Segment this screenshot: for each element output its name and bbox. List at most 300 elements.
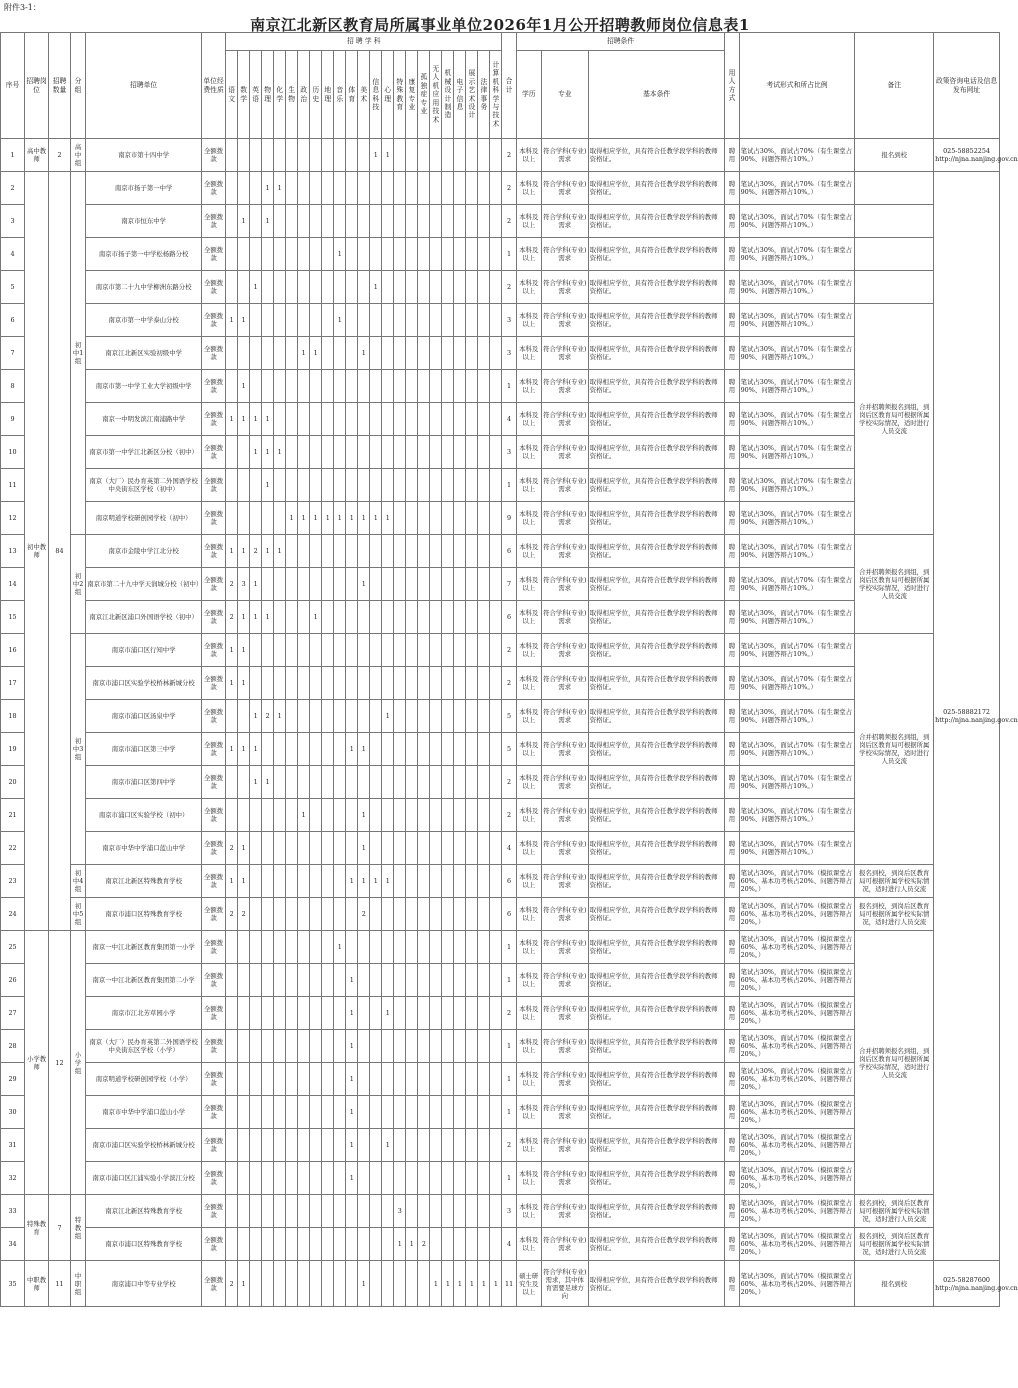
subject-count <box>274 469 286 502</box>
subject-count <box>382 568 394 601</box>
subject-count <box>298 535 310 568</box>
subject-count <box>454 700 466 733</box>
subject-count <box>238 238 250 271</box>
subject-count <box>370 964 382 997</box>
subject-count: 1 <box>262 469 274 502</box>
row-seq: 14 <box>1 568 25 601</box>
subject-count <box>430 568 442 601</box>
subject-count <box>346 403 358 436</box>
subject-count <box>478 1096 490 1129</box>
exam-format: 笔试占30%，面试占70%（模拟课堂占60%、基本功考核占20%、问题答辩占20%。） <box>739 1096 855 1129</box>
subject-count <box>274 1030 286 1063</box>
row-seq: 3 <box>1 205 25 238</box>
subject-count <box>334 964 346 997</box>
subject-count <box>346 304 358 337</box>
post-label: 高中教师 <box>25 139 49 172</box>
subject-count <box>490 865 502 898</box>
subject-count <box>334 733 346 766</box>
subject-count <box>322 799 334 832</box>
subject-count <box>346 139 358 172</box>
subject-count: 3 <box>394 1195 406 1228</box>
subject-count: 1 <box>262 535 274 568</box>
row-seq: 17 <box>1 667 25 700</box>
subject-count <box>418 568 430 601</box>
subject-count <box>322 832 334 865</box>
subject-count <box>442 205 454 238</box>
subject-count <box>286 667 298 700</box>
subject-count: 1 <box>382 997 394 1030</box>
subject-count <box>238 271 250 304</box>
unit-name: 南京市第二十九中学天润城分校（初中） <box>86 568 202 601</box>
subject-count <box>346 271 358 304</box>
subject-count <box>418 1261 430 1307</box>
subject-count <box>466 634 478 667</box>
exam-format: 笔试占30%，面试占70%（模拟课堂占60%、基本功考核占20%、问题答辩占20%。） <box>739 964 855 997</box>
subject-count <box>466 601 478 634</box>
row-total: 2 <box>502 799 516 832</box>
header-subject: 无人机应用技术 <box>430 51 442 139</box>
subject-count <box>274 238 286 271</box>
subject-count <box>406 304 418 337</box>
subject-count <box>466 931 478 964</box>
subject-count <box>454 304 466 337</box>
row-seq: 22 <box>1 832 25 865</box>
degree: 本科及以上 <box>516 766 541 799</box>
degree: 本科及以上 <box>516 535 541 568</box>
row-total: 2 <box>502 667 516 700</box>
subject-count <box>262 1030 274 1063</box>
subject-count <box>286 1129 298 1162</box>
major: 符合学科(专业)需求 <box>541 568 588 601</box>
subject-count <box>430 865 442 898</box>
table-row <box>1 1195 1000 1228</box>
unit-name: 南京市第一中学工业大学初级中学 <box>86 370 202 403</box>
subject-count <box>250 1096 262 1129</box>
unit-name: 南京市扬子第一中学松杨路分校 <box>86 238 202 271</box>
recruitment-table <box>0 32 1018 1307</box>
contact-info: 025-58882172 http://njna.nanjing.gov.cn <box>934 172 1000 1261</box>
subject-count <box>418 898 430 931</box>
subject-count <box>454 964 466 997</box>
subject-count <box>466 436 478 469</box>
header-subject: 英语 <box>250 51 262 139</box>
subject-count <box>406 1129 418 1162</box>
subject-count <box>406 1162 418 1195</box>
subject-count <box>442 799 454 832</box>
remark: 报名到校，到岗后区教育局可根据所属学校实际情况，适时进行人员交流 <box>855 865 934 898</box>
subject-count <box>298 766 310 799</box>
row-total: 9 <box>502 502 516 535</box>
degree: 硕士研究生及以上 <box>516 1261 541 1307</box>
major: 符合学科(专业)需求 <box>541 238 588 271</box>
unit-name: 南京市浦口区行知中学 <box>86 634 202 667</box>
subject-count <box>322 733 334 766</box>
subject-count <box>226 799 238 832</box>
subject-count: 1 <box>382 865 394 898</box>
major: 符合学科(专业)需求 <box>541 1162 588 1195</box>
exam-format: 笔试占30%，面试占70%（有生课堂占90%、问题答辩占10%。） <box>739 766 855 799</box>
degree: 本科及以上 <box>516 634 541 667</box>
subject-count <box>490 271 502 304</box>
funding-type: 全额拨款 <box>202 865 226 898</box>
subject-count <box>478 1063 490 1096</box>
subject-count <box>274 370 286 403</box>
table-row <box>1 766 1000 799</box>
row-seq: 4 <box>1 238 25 271</box>
basic-condition: 取得相应学位，具有符合任教学段学科的教师资格证。 <box>588 1129 725 1162</box>
subject-count <box>310 568 322 601</box>
subject-count: 1 <box>250 403 262 436</box>
unit-name: 南京市中华中学浦口蓝山中学 <box>86 832 202 865</box>
row-seq: 7 <box>1 337 25 370</box>
subject-count <box>382 1162 394 1195</box>
basic-condition: 取得相应学位，具有符合任教学段学科的教师资格证。 <box>588 799 725 832</box>
header-count: 招聘数量 <box>49 33 71 139</box>
subject-count <box>466 469 478 502</box>
table-row <box>1 601 1000 634</box>
subject-count <box>298 568 310 601</box>
remark: 报名到校，到岗后区教育局可根据所属学校实际情况，适时进行人员交流 <box>855 1195 934 1228</box>
header-subject: 信息科技 <box>370 51 382 139</box>
subject-count <box>478 700 490 733</box>
subject-count <box>490 172 502 205</box>
subject-count <box>358 1129 370 1162</box>
header-funding: 单位经费性质 <box>202 33 226 139</box>
post-count: 2 <box>49 139 71 172</box>
subject-count <box>454 502 466 535</box>
subject-count <box>346 1228 358 1261</box>
subject-count <box>226 1129 238 1162</box>
subject-count <box>442 931 454 964</box>
subject-count <box>310 1261 322 1307</box>
row-seq: 25 <box>1 931 25 964</box>
row-seq: 18 <box>1 700 25 733</box>
header-basic: 基本条件 <box>588 51 725 139</box>
subject-count <box>334 1162 346 1195</box>
subject-count <box>418 667 430 700</box>
row-total: 3 <box>502 304 516 337</box>
subject-count <box>334 469 346 502</box>
subject-count <box>298 403 310 436</box>
subject-count: 2 <box>250 535 262 568</box>
subject-count <box>466 271 478 304</box>
subject-count <box>394 700 406 733</box>
row-seq: 16 <box>1 634 25 667</box>
degree: 本科及以上 <box>516 205 541 238</box>
employ-type: 聘用 <box>725 568 739 601</box>
funding-type: 全额拨款 <box>202 172 226 205</box>
subject-count <box>442 502 454 535</box>
subject-count <box>286 304 298 337</box>
subject-count <box>298 997 310 1030</box>
subject-count <box>382 601 394 634</box>
subject-count <box>394 535 406 568</box>
subject-count <box>250 634 262 667</box>
header-subject: 语文 <box>226 51 238 139</box>
contact-info: 025-58287600 http://njna.nanjing.gov.cn <box>934 1261 1000 1307</box>
subject-count <box>334 436 346 469</box>
subject-count <box>286 997 298 1030</box>
employ-type: 聘用 <box>725 1096 739 1129</box>
degree: 本科及以上 <box>516 700 541 733</box>
subject-count <box>238 997 250 1030</box>
subject-count <box>334 601 346 634</box>
subject-count <box>478 271 490 304</box>
exam-format: 笔试占30%，面试占70%（有生课堂占90%、问题答辩占10%。） <box>739 601 855 634</box>
subject-count <box>250 370 262 403</box>
header-subject: 数学 <box>238 51 250 139</box>
subject-count <box>334 667 346 700</box>
table-row <box>1 931 1000 964</box>
subject-count <box>238 436 250 469</box>
subject-count <box>226 931 238 964</box>
subject-count <box>346 700 358 733</box>
subject-count <box>454 832 466 865</box>
major: 符合学科(专业)需求 <box>541 931 588 964</box>
subject-count <box>406 139 418 172</box>
subject-count <box>250 139 262 172</box>
subject-count: 1 <box>478 1261 490 1307</box>
subject-count <box>442 370 454 403</box>
subject-count: 1 <box>370 502 382 535</box>
subject-count <box>370 1129 382 1162</box>
subject-count <box>442 634 454 667</box>
subject-count <box>454 469 466 502</box>
exam-format: 笔试占30%，面试占70%（有生课堂占90%、问题答辩占10%。） <box>739 403 855 436</box>
employ-type: 聘用 <box>725 337 739 370</box>
subject-count: 1 <box>310 601 322 634</box>
subject-count <box>262 1162 274 1195</box>
subject-count <box>322 1129 334 1162</box>
subject-count <box>298 667 310 700</box>
subject-count <box>334 1129 346 1162</box>
subject-count <box>454 238 466 271</box>
subject-count <box>454 1030 466 1063</box>
subject-count <box>430 832 442 865</box>
funding-type: 全额拨款 <box>202 997 226 1030</box>
subject-count <box>418 832 430 865</box>
subject-count <box>454 568 466 601</box>
header-subject: 物理 <box>262 51 274 139</box>
basic-condition: 取得相应学位，具有符合任教学段学科的教师资格证。 <box>588 1096 725 1129</box>
subject-count <box>370 601 382 634</box>
row-seq: 32 <box>1 1162 25 1195</box>
subject-count <box>358 997 370 1030</box>
subject-count <box>346 172 358 205</box>
employ-type: 聘用 <box>725 733 739 766</box>
basic-condition: 取得相应学位，具有符合任教学段学科的教师资格证。 <box>588 436 725 469</box>
subject-count <box>406 1261 418 1307</box>
subject-count <box>274 667 286 700</box>
subject-count <box>478 568 490 601</box>
subject-count <box>430 1195 442 1228</box>
subject-count <box>226 205 238 238</box>
subject-count <box>370 403 382 436</box>
subject-count: 1 <box>262 601 274 634</box>
funding-type: 全额拨款 <box>202 238 226 271</box>
row-seq: 11 <box>1 469 25 502</box>
row-total: 4 <box>502 1228 516 1261</box>
row-seq: 27 <box>1 997 25 1030</box>
subject-count <box>250 469 262 502</box>
subject-count <box>226 238 238 271</box>
subject-count <box>298 238 310 271</box>
post-count: 12 <box>49 931 71 1195</box>
subject-count <box>406 502 418 535</box>
subject-count <box>250 964 262 997</box>
subject-count <box>250 931 262 964</box>
row-total: 1 <box>502 931 516 964</box>
subject-count <box>430 964 442 997</box>
funding-type: 全额拨款 <box>202 535 226 568</box>
subject-count <box>466 667 478 700</box>
subject-count <box>346 799 358 832</box>
subject-count <box>226 1162 238 1195</box>
degree: 本科及以上 <box>516 601 541 634</box>
subject-count <box>490 1162 502 1195</box>
subject-count <box>310 1129 322 1162</box>
basic-condition: 取得相应学位，具有符合任教学段学科的教师资格证。 <box>588 601 725 634</box>
subject-count <box>406 1096 418 1129</box>
degree: 本科及以上 <box>516 568 541 601</box>
subject-count <box>490 997 502 1030</box>
degree: 本科及以上 <box>516 337 541 370</box>
subject-count <box>454 370 466 403</box>
table-row <box>1 1096 1000 1129</box>
subject-count <box>298 205 310 238</box>
subject-count <box>490 337 502 370</box>
unit-name: 南京江北新区特殊教育学校 <box>86 865 202 898</box>
subject-count <box>226 1030 238 1063</box>
major: 符合学科(专业)需求 <box>541 139 588 172</box>
row-seq: 19 <box>1 733 25 766</box>
subject-count: 1 <box>274 436 286 469</box>
subject-count <box>262 1063 274 1096</box>
row-total: 1 <box>502 370 516 403</box>
subject-count <box>406 601 418 634</box>
subject-count: 3 <box>238 568 250 601</box>
subject-count <box>274 1162 286 1195</box>
subject-count <box>226 469 238 502</box>
subject-count <box>406 700 418 733</box>
basic-condition: 取得相应学位，具有符合任教学段学科的教师资格证。 <box>588 898 725 931</box>
subject-count: 2 <box>226 568 238 601</box>
subject-count <box>322 1228 334 1261</box>
basic-condition: 取得相应学位，具有符合任教学段学科的教师资格证。 <box>588 634 725 667</box>
major: 符合学科(专业)需求 <box>541 502 588 535</box>
subject-count <box>310 667 322 700</box>
subject-count <box>358 205 370 238</box>
subject-count: 1 <box>226 667 238 700</box>
subject-count <box>310 403 322 436</box>
subject-count <box>250 172 262 205</box>
employ-type: 聘用 <box>725 997 739 1030</box>
subject-count <box>286 1261 298 1307</box>
subject-count <box>478 535 490 568</box>
row-seq: 9 <box>1 403 25 436</box>
subject-count <box>226 700 238 733</box>
subject-count <box>298 1063 310 1096</box>
subject-count <box>262 964 274 997</box>
subject-count <box>466 964 478 997</box>
subject-count <box>406 205 418 238</box>
subject-count <box>262 304 274 337</box>
subject-count <box>406 1030 418 1063</box>
exam-format: 笔试占30%，面试占70%（有生课堂占90%、问题答辩占10%。） <box>739 205 855 238</box>
subject-count <box>370 1195 382 1228</box>
subject-count <box>478 898 490 931</box>
subject-count <box>274 832 286 865</box>
funding-type: 全额拨款 <box>202 1261 226 1307</box>
header-subject: 美术 <box>358 51 370 139</box>
group-label: 初中2组 <box>70 535 85 634</box>
degree: 本科及以上 <box>516 238 541 271</box>
subject-count <box>322 469 334 502</box>
funding-type: 全额拨款 <box>202 1096 226 1129</box>
subject-count <box>298 1096 310 1129</box>
subject-count <box>250 1063 262 1096</box>
subject-count <box>478 370 490 403</box>
header-subject: 展示艺术设计 <box>466 51 478 139</box>
subject-count <box>226 997 238 1030</box>
subject-count <box>358 436 370 469</box>
subject-count <box>454 205 466 238</box>
subject-count: 1 <box>274 172 286 205</box>
subject-count <box>430 436 442 469</box>
table-row <box>1 172 1000 205</box>
subject-count <box>490 403 502 436</box>
subject-count: 1 <box>346 964 358 997</box>
subject-count <box>250 304 262 337</box>
header-remark: 备注 <box>855 33 934 139</box>
funding-type: 全额拨款 <box>202 403 226 436</box>
subject-count <box>250 205 262 238</box>
subject-count <box>298 700 310 733</box>
unit-name: 南京市浦口区特殊教育学校 <box>86 898 202 931</box>
subject-count <box>382 403 394 436</box>
subject-count <box>358 1228 370 1261</box>
degree: 本科及以上 <box>516 865 541 898</box>
row-total: 1 <box>502 1096 516 1129</box>
subject-count <box>370 535 382 568</box>
subject-count: 1 <box>238 403 250 436</box>
subject-count <box>274 304 286 337</box>
subject-count <box>286 1228 298 1261</box>
subject-count <box>430 205 442 238</box>
subject-count <box>430 898 442 931</box>
subject-count <box>298 964 310 997</box>
subject-count <box>418 172 430 205</box>
subject-count <box>334 1096 346 1129</box>
subject-count <box>358 370 370 403</box>
subject-count <box>442 832 454 865</box>
major: 符合学科(专业)需求 <box>541 1063 588 1096</box>
subject-count <box>310 1195 322 1228</box>
subject-count <box>310 766 322 799</box>
subject-count <box>454 931 466 964</box>
subject-count <box>466 865 478 898</box>
subject-count: 1 <box>250 766 262 799</box>
subject-count <box>358 535 370 568</box>
unit-name: 南京市浦口区实验学校桥林新城分校 <box>86 667 202 700</box>
row-total: 2 <box>502 1129 516 1162</box>
subject-count <box>286 271 298 304</box>
subject-count: 1 <box>250 436 262 469</box>
exam-format: 笔试占30%，面试占70%（有生课堂占90%、问题答辩占10%。） <box>739 733 855 766</box>
subject-count <box>298 634 310 667</box>
remark: 报名到校，到岗后区教育局可根据所属学校实际情况，适时进行人员交流 <box>855 898 934 931</box>
subject-count <box>358 931 370 964</box>
